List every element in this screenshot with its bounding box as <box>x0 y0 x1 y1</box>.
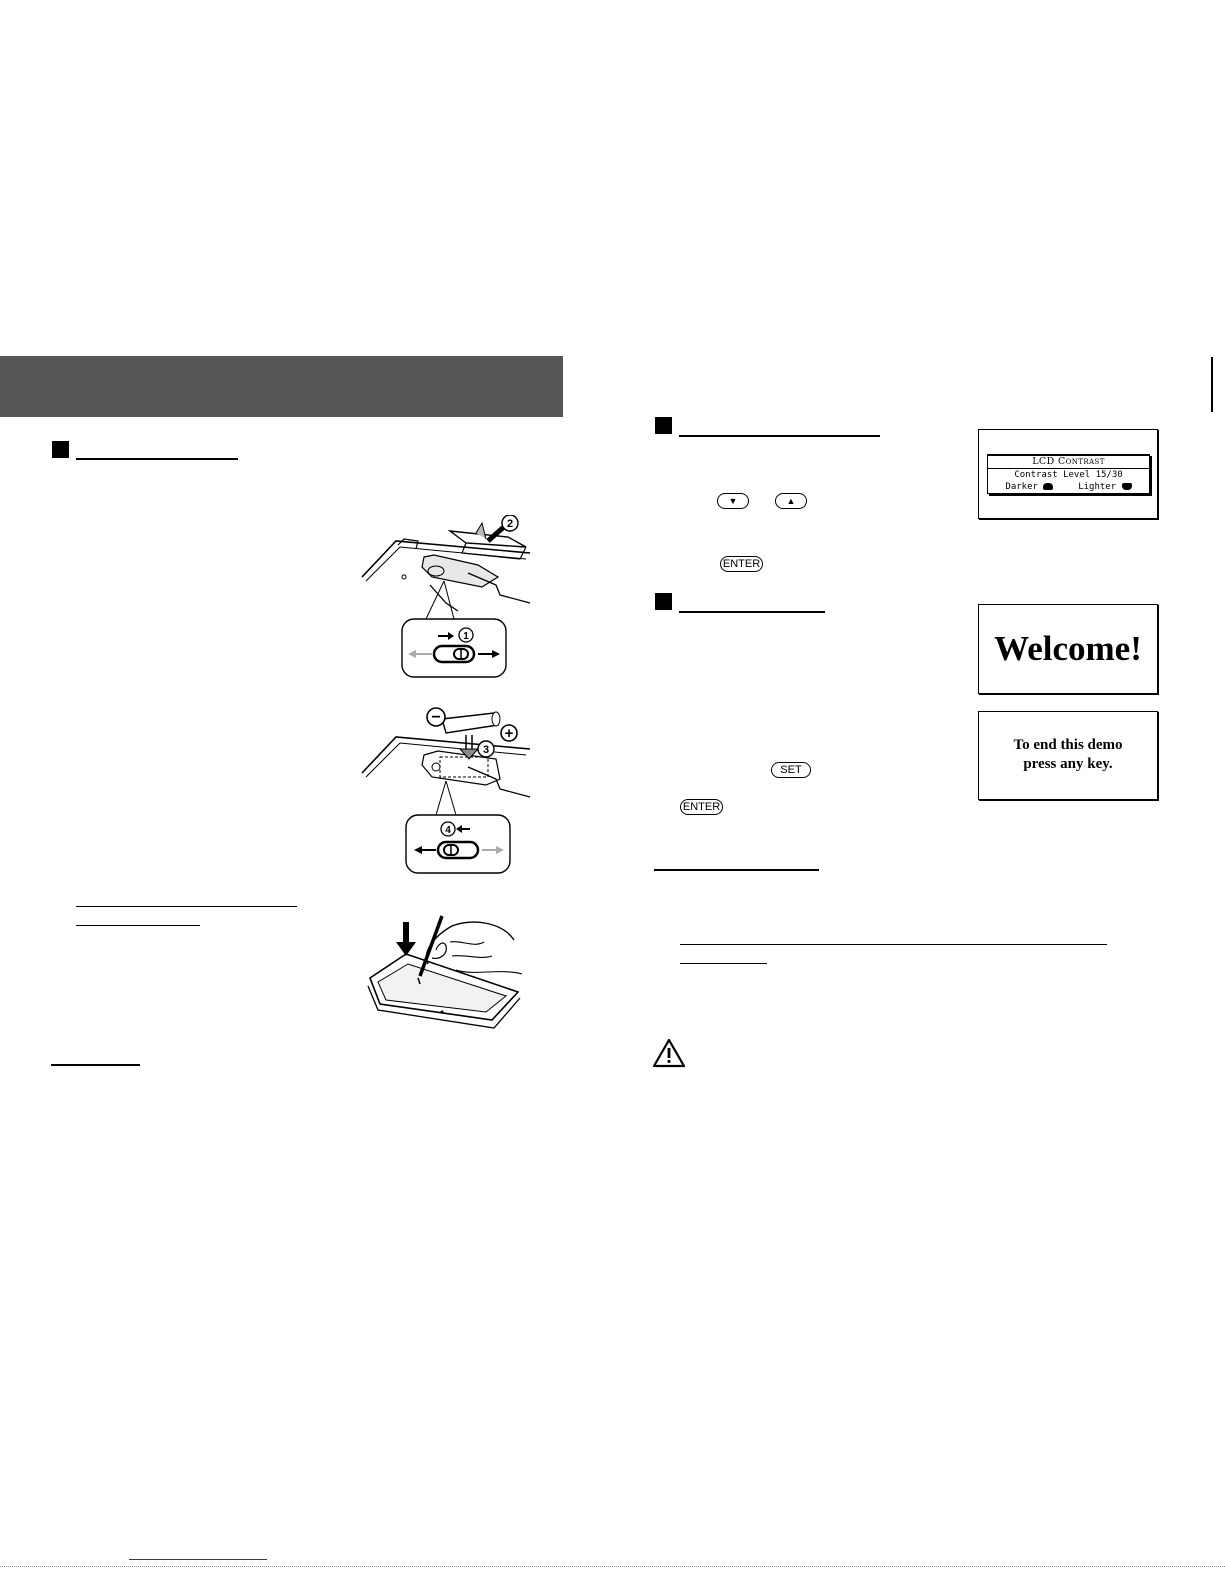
welcome-text: Welcome! <box>994 629 1142 668</box>
subheading-underline <box>654 869 819 871</box>
down-triangle-icon <box>1122 483 1132 490</box>
lcd-contrast-screen <box>978 429 1158 519</box>
demo-line-1: To end this demo <box>1013 737 1123 753</box>
battery-cover-figure <box>358 515 538 680</box>
section-marker <box>52 441 69 458</box>
plus-sign: + <box>504 725 514 742</box>
down-arrow-key[interactable]: ▼ <box>717 493 749 509</box>
text-underline-3 <box>680 944 1107 945</box>
enter-key[interactable]: ENTER <box>720 556 763 572</box>
text-underline-4 <box>680 963 767 964</box>
enter-key[interactable]: ENTER <box>680 799 723 815</box>
heading-underline <box>679 611 825 613</box>
contrast-level-text: Contrast Level 15/30 <box>1014 470 1123 480</box>
up-triangle-icon <box>1043 483 1053 490</box>
step-1-label: 1 <box>463 631 469 642</box>
darker-label: Darker <box>1005 482 1038 492</box>
minus-sign: − <box>431 709 441 726</box>
step-3-label: 3 <box>482 744 490 756</box>
page-edge-mark <box>1211 357 1213 412</box>
heading-underline <box>76 458 238 460</box>
step-4-label: 4 <box>445 825 451 836</box>
left-footnote-underline <box>51 1064 140 1066</box>
contrast-controls <box>988 482 1149 492</box>
reset-stylus-figure <box>362 912 527 1032</box>
demo-screen <box>978 711 1158 800</box>
section-marker <box>655 593 672 610</box>
heading-underline <box>679 435 880 437</box>
footer-link-underline <box>129 1559 267 1560</box>
lighter-label: Lighter <box>1078 482 1117 492</box>
section-marker <box>655 417 672 434</box>
text-underline-1 <box>76 906 297 907</box>
lcd-contrast-panel <box>987 454 1150 494</box>
lcd-contrast-title: LCD Contrast <box>988 455 1149 469</box>
text-underline-2 <box>76 925 200 926</box>
set-key[interactable]: SET <box>771 762 811 778</box>
warning-icon <box>652 1038 686 1068</box>
welcome-screen <box>978 604 1158 694</box>
footer-rule <box>0 1566 1225 1567</box>
step-2-label: 2 <box>506 518 514 530</box>
battery-insert-figure <box>358 705 538 877</box>
section-banner <box>0 356 563 417</box>
up-arrow-key[interactable]: ▲ <box>775 493 807 509</box>
demo-line-2: press any key. <box>1023 756 1113 772</box>
